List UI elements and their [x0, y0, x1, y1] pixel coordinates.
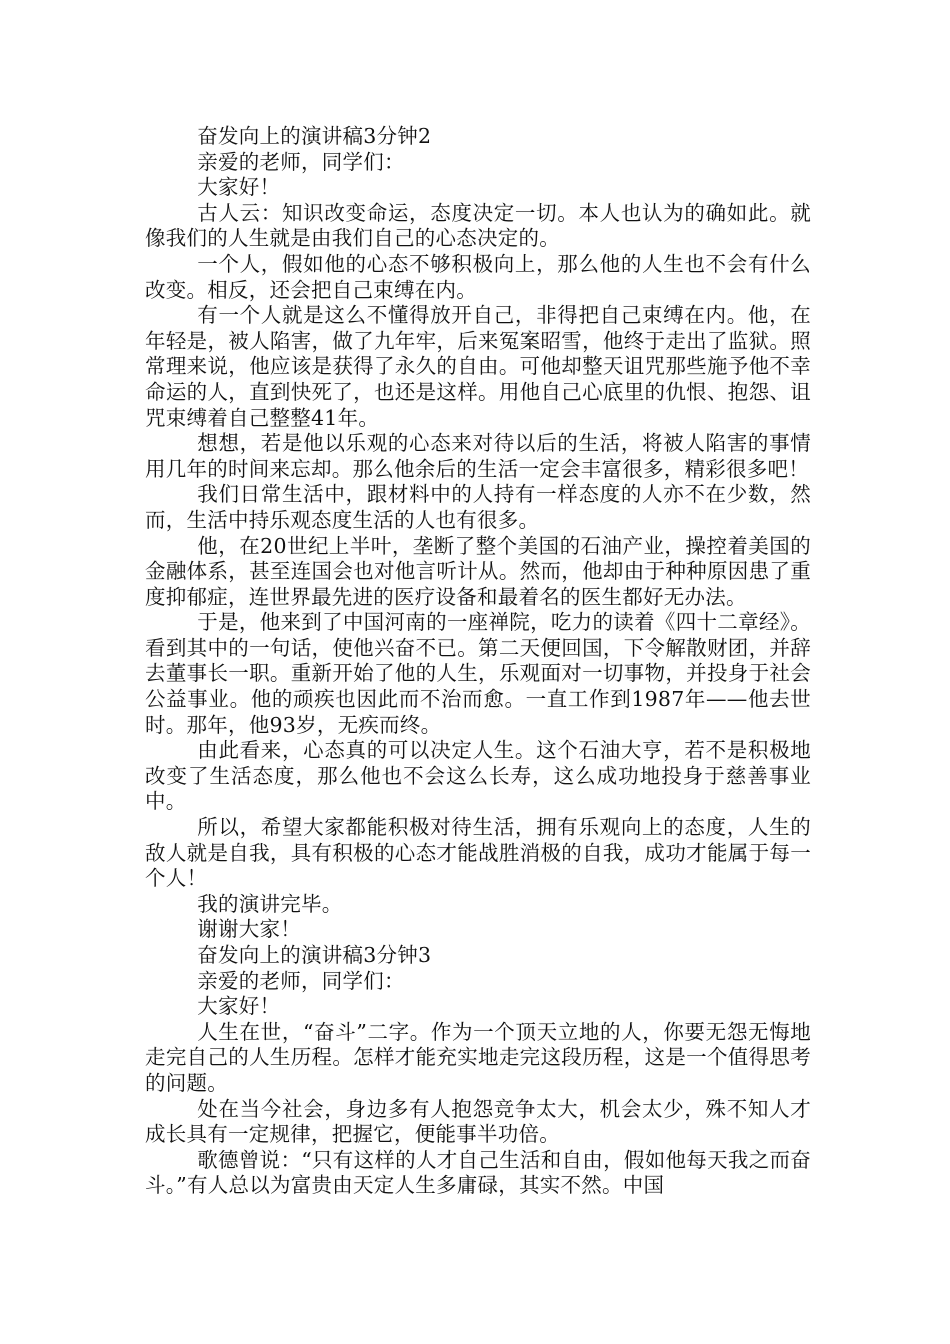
- body-paragraph: 我们日常生活中，跟材料中的人持有一样态度的人亦不在少数，然而，生活中持乐观态度生活的人也有很多。: [145, 482, 811, 532]
- body-paragraph: 处在当今社会，身边多有人抱怨竞争太大，机会太少，殊不知人才成长具有一定规律，把握它，便能事半功倍。: [145, 1096, 811, 1147]
- closing-line: 谢谢大家！: [197, 917, 302, 942]
- greeting: 大家好！: [197, 175, 281, 200]
- body-paragraph: 一个人，假如他的心态不够积极向上，那么他的人生也不会有什么改变。相反，还会把自己束缚在内。: [145, 251, 811, 302]
- body-paragraph: 古人云：知识改变命运，态度决定一切。本人也认为的确如此。就像我们的人生就是由我们自己的心态决定的。: [145, 200, 811, 251]
- body-paragraph: 于是，他来到了中国河南的一座禅院，吃力的读着《四十二章经》。看到其中的一句话，使他兴奋不已。第二天便回国，下令解散财团，并辞去董事长一职。重新开始了他的人生，乐观面对一切事物，并投身于社会公益事业。他的顽疾也因此而不治而愈。一直工作到1987年——他去世时。那年，他93岁，无疾而终。: [145, 610, 811, 737]
- body-paragraph: 他，在20世纪上半叶，垄断了整个美国的石油产业，操控着美国的金融体系，甚至连国会也对他言听计从。然而，他却由于种种原因患了重度抑郁症，连世界最先进的医疗设备和最着名的医生都好无办法。: [145, 533, 811, 609]
- document-body: [145, 124, 811, 1199]
- body-paragraph: 想想，若是他以乐观的心态来对待以后的生活，将被人陷害的事情用几年的时间来忘却。那么他余后的生活一定会丰富很多，精彩很多吧！: [145, 431, 811, 481]
- salutation: 亲爱的老师，同学们：: [197, 149, 405, 174]
- body-paragraph: 人生在世，“奋斗”二字。作为一个顶天立地的人，你要无怨无悔地走完自己的人生历程。怎样才能充实地走完这段历程，这是一个值得思考的问题。: [145, 1019, 811, 1095]
- section-heading: 奋发向上的演讲稿3分钟2: [197, 124, 432, 148]
- greeting: 大家好！: [197, 994, 281, 1019]
- section-heading: 奋发向上的演讲稿3分钟3: [197, 943, 432, 967]
- closing-line: 我的演讲完毕。: [197, 891, 343, 916]
- body-paragraph: 有一个人就是这么不懂得放开自己，非得把自己束缚在内。他，在年轻是，被人陷害，做了九年牢，后来冤案昭雪，他终于走出了监狱。照常理来说，他应该是获得了永久的自由。可他却整天诅咒那些施予他不幸命运的人，直到快死了，也还是这样。用他自己心底里的仇恨、抱怨、诅咒束缚着自己整整41年。: [145, 303, 811, 430]
- body-paragraph: 歌德曾说：“只有这样的人才自己生活和自由，假如他每天我之而奋斗。”有人总以为富贵由天定人生多庸碌，其实不然。中国: [145, 1147, 811, 1198]
- body-paragraph: 由此看来，心态真的可以决定人生。这个石油大亨，若不是积极地改变了生活态度，那么他也不会这么长寿，这么成功地投身于慈善事业中。: [145, 738, 811, 814]
- salutation: 亲爱的老师，同学们：: [197, 968, 405, 993]
- body-paragraph: 所以，希望大家都能积极对待生活，拥有乐观向上的态度，人生的敌人就是自我，具有积极的心态才能战胜消极的自我，成功才能属于每一个人！: [145, 815, 811, 891]
